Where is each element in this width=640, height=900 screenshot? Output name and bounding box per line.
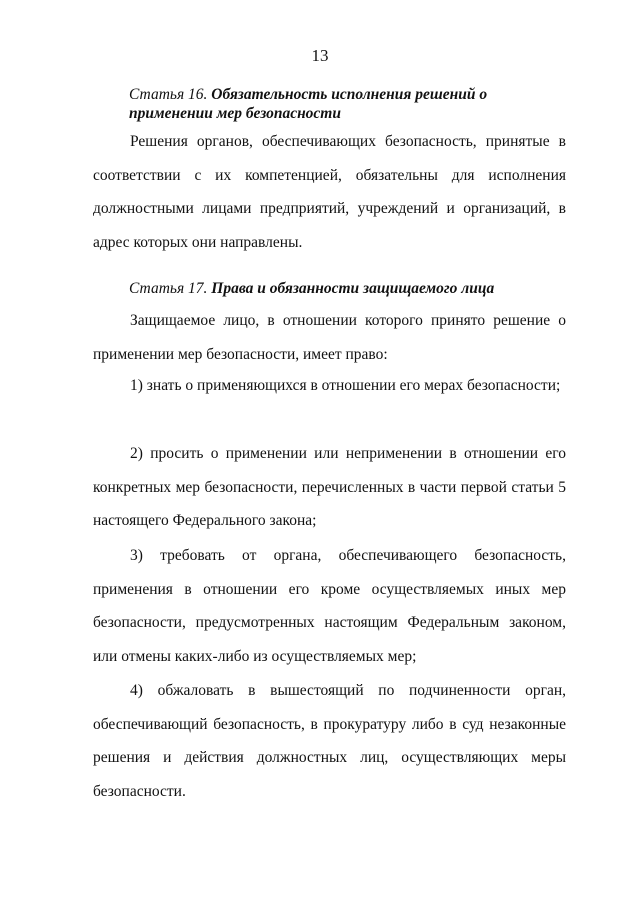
article-17-item-4: 4) обжаловать в вышестоящий по подчиненности орган, обеспечивающий безопасность, в прокуратуру либо в суд незаконные решения и действия должностных лиц, осуществляющих меры безопасности. (93, 682, 566, 800)
page-number: 13 (311, 46, 329, 65)
article-17-title: Права и обязанности защищаемого лица (211, 280, 495, 297)
article-17-item-2: 2) просить о применении или неприменении в отношении его конкретных мер безопасности, перечисленных в части первой статьи 5 настоящего Федерального закона; (93, 445, 566, 529)
article-16-paragraph: Решения органов, обеспечивающих безопасность, принятые в соответствии с их компетенцией, обязательны для исполнения должностными лицами предприятий, учреждений и организаций, в адрес которых они направлены. (93, 133, 566, 251)
article-16-number: Статья 16. (129, 86, 208, 103)
article-16-heading (129, 85, 569, 123)
article-17-number: Статья 17. (129, 280, 208, 297)
article-17-item-3: 3) требовать от органа, обеспечивающего безопасность, применения в отношении его кроме осуществляемых иных мер безопасности, предусмотренных настоящим Федеральным законом, или отмены каких-либо из осуществляемых мер; (93, 547, 566, 665)
article-17-heading (129, 279, 569, 298)
article-17-item-1: 1) знать о применяющихся в отношении его мерах безопасности; (130, 377, 561, 394)
article-16-title: Обязательность исполнения решений о применении мер безопасности (129, 86, 488, 122)
article-17-intro: Защищаемое лицо, в отношении которого принято решение о применении мер безопасности, имеет право: (93, 312, 566, 363)
